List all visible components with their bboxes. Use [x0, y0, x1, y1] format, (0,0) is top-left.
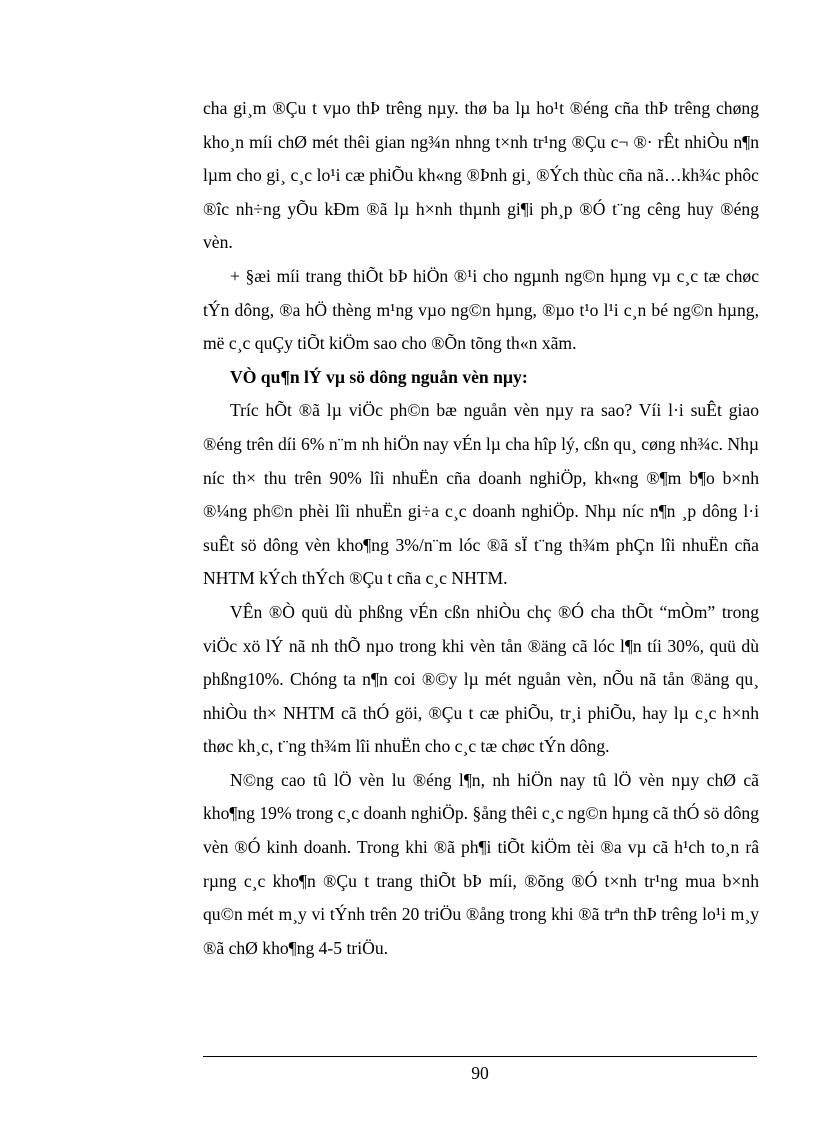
paragraph-3: Tríc hÕt ®ã lµ viÖc ph©n bæ nguån vèn nµy ra sao? Víi l·i suÊt giao ®éng trên díi 6% n¨m nh hiÖn nay vÉn lµ cha hîp lý, cßn qu¸ cøng nh¾c. Nhµ níc th× thu trên 90% lîi nhuËn cña doanh nghiÖp, kh«ng ®¶m b¶o b×nh ®¼ng ph©n phèi lîi nhuËn gi÷a c¸c doanh nghiÖp. Nhµ níc n¶n ¸p dông l·i suÊt sö dông vèn kho¶ng 3%/n¨m lóc ®ã sÏ t¨ng th¾m phÇn lîi nhuËn cña NHTM kÝch thÝch ®Çu t cña c¸c NHTM.	[203, 400, 759, 589]
paragraph-4: VÊn ®Ò quü dù phßng vÉn cßn nhiÒu chç ®Ó cha thÕt “mÒm” trong viÖc xö lÝ nã nh thÕ nµo trong khi vèn tån ®äng cã lóc l¶n tíi 30%, quü dù phßng10%. Chóng ta n¶n coi ®©y lµ mét nguån vèn, nÕu nã tån ®äng qu¸ nhiÒu th× NHTM cã thÓ göi, ®Çu t cæ phiÕu, tr¸i phiÕu, hay lµ c¸c h×nh thøc kh¸c, t¨ng th¾m lîi nhuËn cho c¸c tæ chøc tÝn dông.	[203, 601, 759, 757]
paragraph-5: N©ng cao tû lÖ vèn lu ®éng l¶n, nh hiÖn nay tû lÖ vèn nµy chØ cã kho¶ng 19% trong c¸c doanh nghiÖp. §ång thêi c¸c ng©n hµng cã thÓ sö dông vèn ®Ó kinh doanh. Trong khi ®ã ph¶i tiÕt kiÖm tèi ®a vµ cã h¹ch to¸n râ rµng c¸c kho¶n ®Çu t trang thiÕt bÞ míi, ®õng ®Ó t×nh tr¹ng mua b×nh qu©n mét m¸y vi tÝnh trên 20 triÖu ®ång trong khi ®ã trªn thÞ trêng lo¹i m¸y ®ã chØ kho¶ng 4-5 triÖu.	[203, 769, 759, 958]
paragraph-1: cha gi¸m ®Çu t vµo thÞ trêng nµy. thø ba lµ ho¹t ®éng cña thÞ trêng chøng kho¸n míi chØ mét thêi gian ng¾n nhng t×nh tr¹ng ®Çu c¬ ®· rÊt nhiÒu n¶n lµm cho gi¸ c¸c lo¹i cæ phiÕu kh«ng ®Þnh gi¸ ®Ých thùc cña nã…kh¾c phôc ®îc nh÷ng yÕu kÐm ®ã lµ h×nh thµnh gi¶i ph¸p ®Ó t¨ng cêng huy ®éng vèn.	[203, 98, 759, 253]
body-text	[203, 92, 759, 965]
footer-divider	[203, 1056, 757, 1057]
section-heading: VÒ qu¶n lÝ vµ sö dông nguån vèn nµy:	[230, 366, 528, 387]
page-number: 90	[471, 1063, 489, 1083]
paragraph-2: + §æi míi trang thiÕt bÞ hiÖn ®¹i cho ngµnh ng©n hµng vµ c¸c tæ chøc tÝn dông, ®a hÖ thèng m¹ng vµo ng©n hµng, ®µo t¹o l¹i c¸n bé ng©n hµng, më c¸c quÇy tiÕt kiÖm sao cho ®Õn tõng th«n xãm.	[203, 265, 759, 354]
